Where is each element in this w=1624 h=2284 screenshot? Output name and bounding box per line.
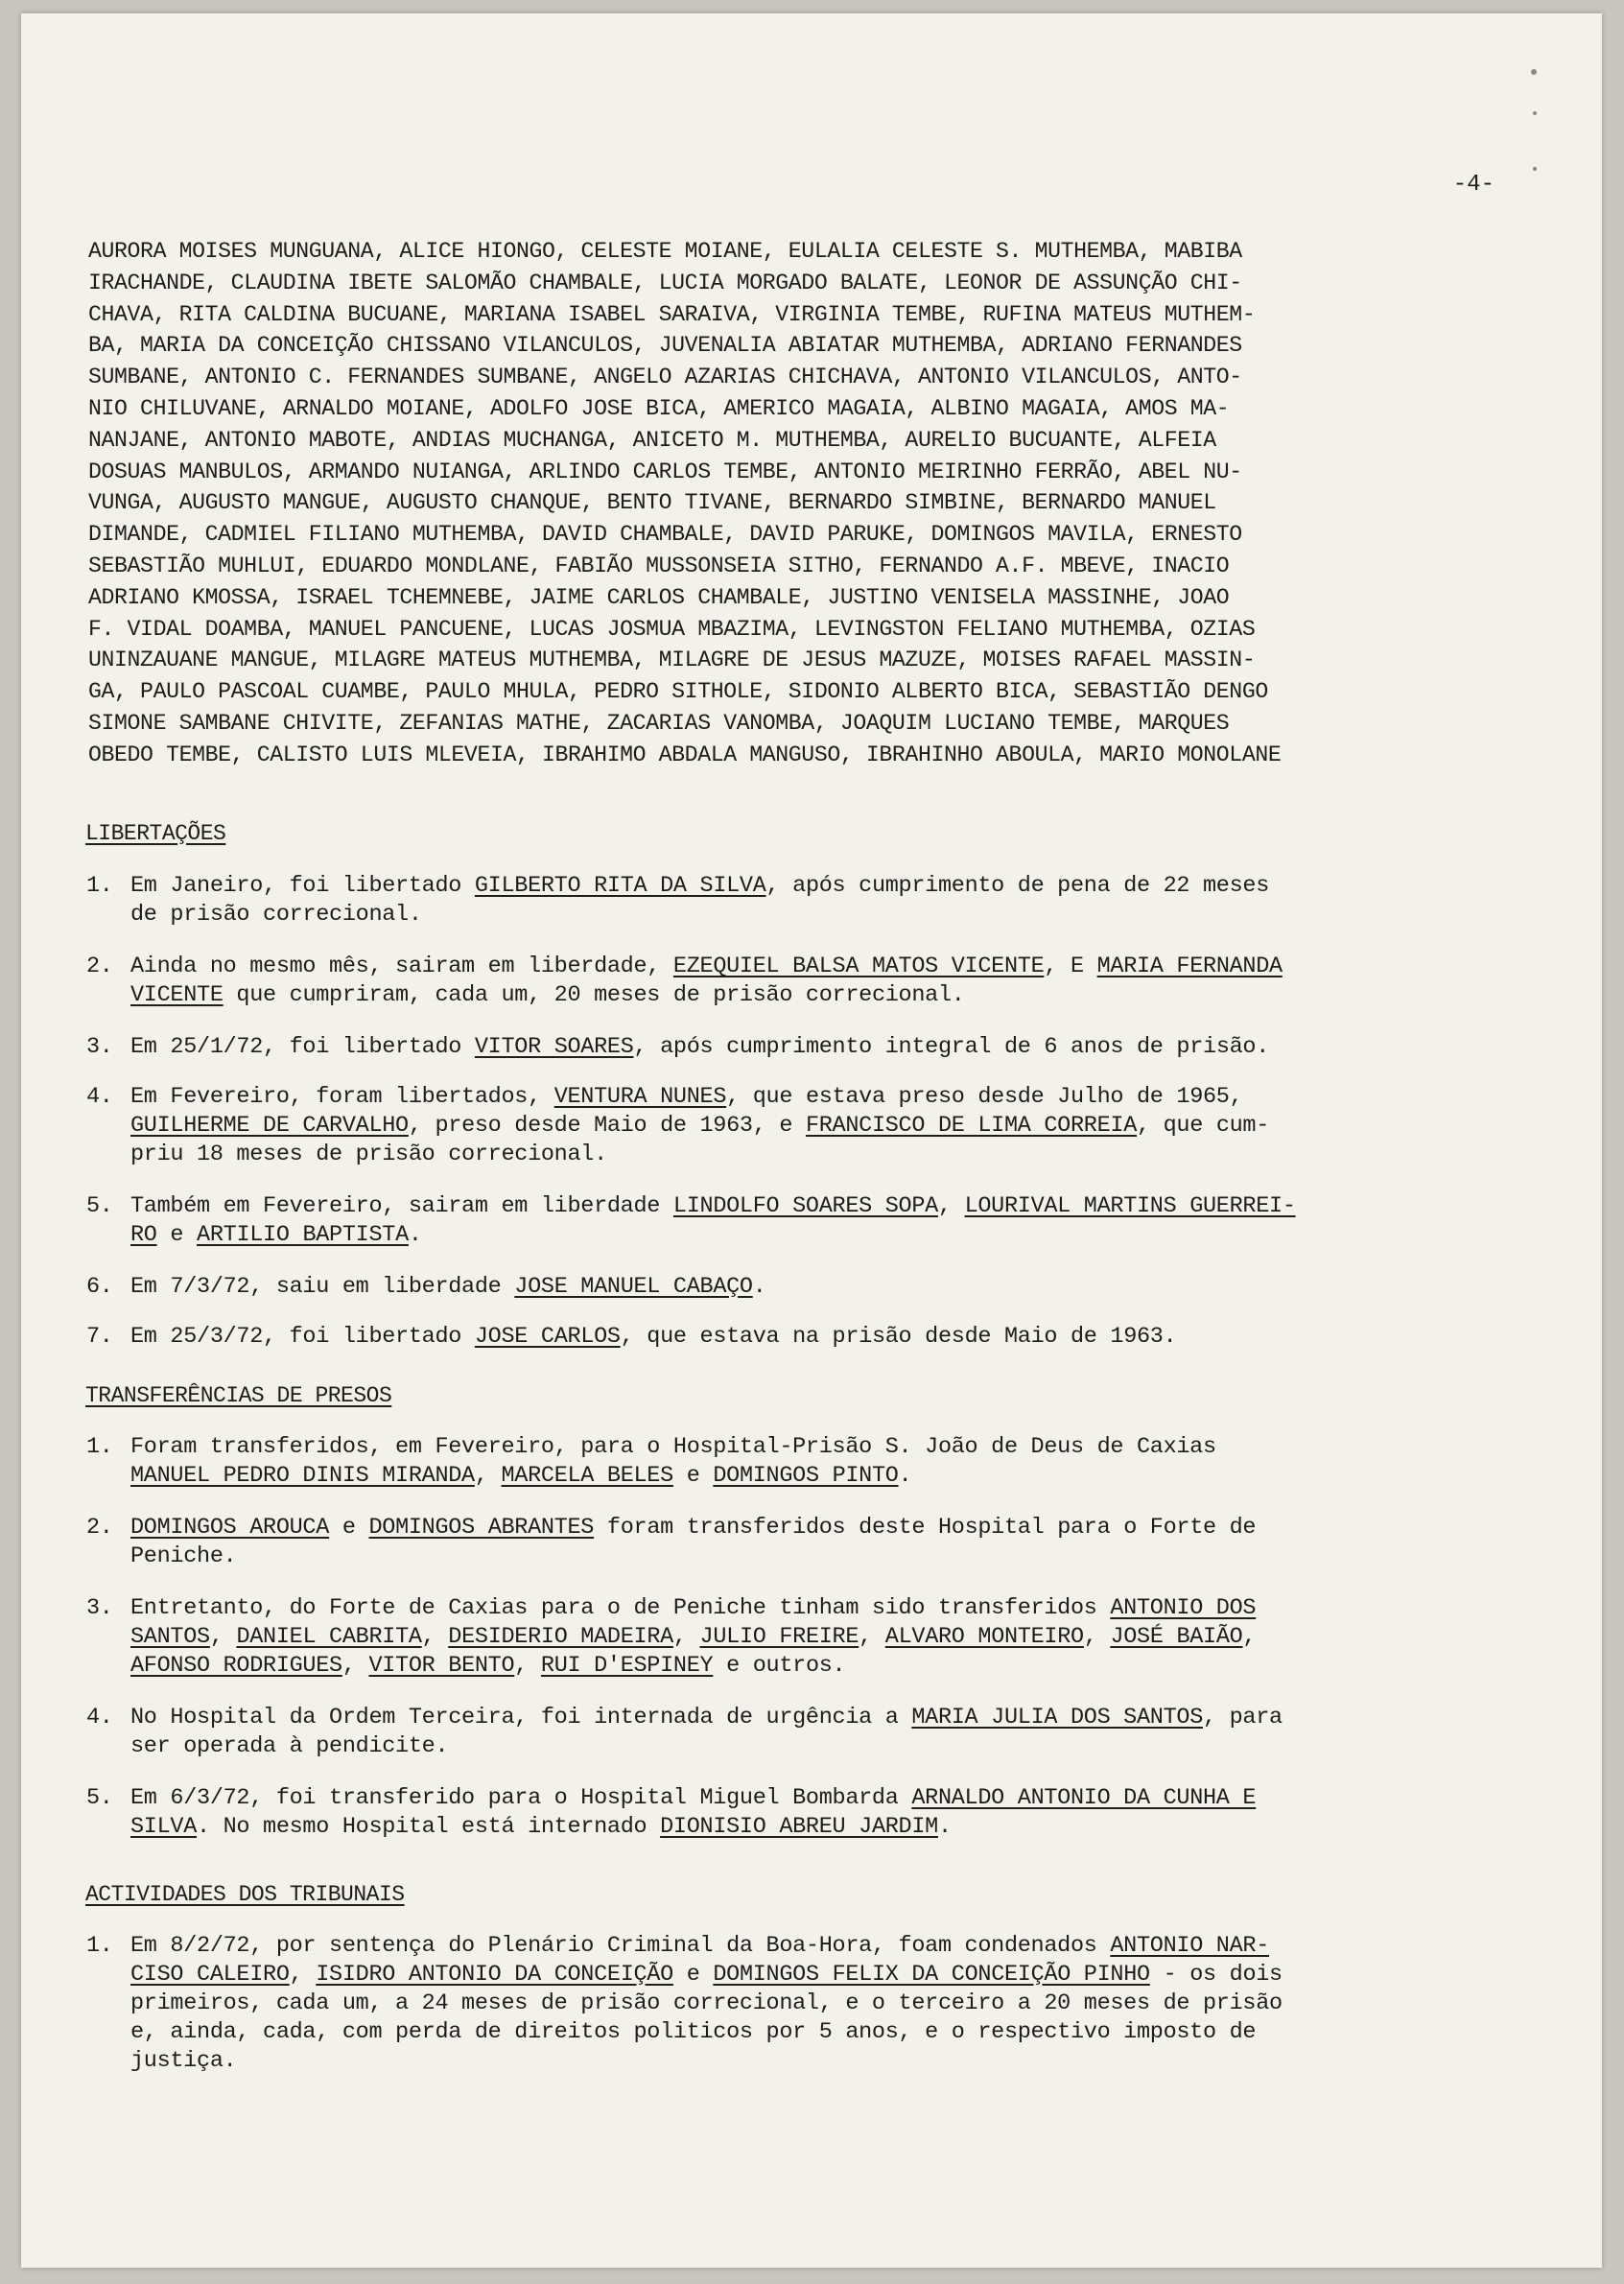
person-name: DOMINGOS AROUCA	[130, 1515, 330, 1541]
item-text: ,	[514, 1653, 541, 1679]
item-text: Entretanto, do Forte de Caxias para o de Peniche tinham sido transferidos	[130, 1595, 1111, 1621]
item-text: - os dois	[1149, 1962, 1283, 1988]
item-text: foram transferidos deste Hospital para o Forte de	[594, 1515, 1257, 1541]
item-text: e	[672, 1962, 714, 1988]
item-text: , E	[1044, 954, 1097, 979]
item-number: 4.	[86, 1705, 113, 1731]
names-line: CHAVA, RITA CALDINA BUCUANE, MARIANA ISABEL SARAIVA, VIRGINIA TEMBE, RUFINA MATEUS MUTHEM-	[88, 301, 1256, 327]
list-item	[86, 1784, 1583, 1842]
item-text: .	[408, 1222, 422, 1248]
item-text: ,	[209, 1624, 237, 1650]
punch-hole-mark	[1531, 69, 1537, 75]
item-text: , após cumprimento de pena de 22 meses	[765, 873, 1270, 899]
item-text: Em 6/3/72, foi transferido para o Hospital Miguel Bombarda	[130, 1785, 912, 1811]
names-line: SIMONE SAMBANE CHIVITE, ZEFANIAS MATHE, ZACARIAS VANOMBA, JOAQUIM LUCIANO TEMBE, MARQUES	[88, 710, 1230, 736]
item-text: ,	[341, 1653, 369, 1679]
person-name: MANUEL PEDRO DINIS MIRANDA	[130, 1463, 475, 1489]
person-name: DOMINGOS ABRANTES	[368, 1515, 595, 1541]
names-line: SUMBANE, ANTONIO C. FERNANDES SUMBANE, ANGELO AZARIAS CHICHAVA, ANTONIO VILANCULOS, ANTO-	[88, 365, 1242, 390]
person-name: LOURIVAL MARTINS GUERREI-	[964, 1193, 1296, 1219]
item-text: ser operada à pendicite.	[130, 1733, 449, 1759]
names-line: NANJANE, ANTONIO MABOTE, ANDIAS MUCHANGA, ANICETO M. MUTHEMBA, AURELIO BUCUANTE, ALFEIA	[88, 427, 1216, 453]
person-name: VENTURA NUNES	[553, 1084, 727, 1110]
item-number: 6.	[86, 1274, 113, 1300]
names-line: UNINZAUANE MANGUE, MILAGRE MATEUS MUTHEMBA, MILAGRE DE JESUS MAZUZE, MOISES RAFAEL MASSIN-	[88, 648, 1256, 673]
item-text: e outros.	[713, 1653, 846, 1679]
item-text: No Hospital da Ordem Terceira, foi internada de urgência a	[130, 1705, 912, 1731]
item-text: Também em Fevereiro, sairam em liberdade	[130, 1193, 673, 1219]
item-number: 2.	[86, 1515, 113, 1541]
person-name: DOMINGOS PINTO	[713, 1463, 899, 1489]
person-name: ISIDRO ANTONIO DA CONCEIÇÃO	[316, 1962, 673, 1988]
item-text: Foram transferidos, em Fevereiro, para o Hospital-Prisão S. João de Deus de Caxias	[130, 1434, 1216, 1460]
item-text: Em Janeiro, foi libertado	[130, 873, 475, 899]
person-name: JOSE CARLOS	[474, 1324, 621, 1350]
item-text: ,	[289, 1962, 317, 1988]
item-text: justiça.	[130, 2048, 237, 2074]
person-name: LINDOLFO SOARES SOPA	[672, 1193, 938, 1219]
list-item	[86, 1033, 1583, 1062]
person-name: MARIA JULIA DOS SANTOS	[911, 1705, 1203, 1731]
item-text: que cumpriram, cada um, 20 meses de prisão correcional.	[223, 982, 965, 1008]
item-number: 2.	[86, 954, 113, 979]
item-text: ,	[672, 1624, 700, 1650]
section-heading-libertacoes: LIBERTAÇÕES	[85, 821, 226, 846]
item-text: ,	[859, 1624, 885, 1650]
person-name: VITOR SOARES	[474, 1034, 634, 1060]
section-heading-tribunais: ACTIVIDADES DOS TRIBUNAIS	[85, 1882, 405, 1907]
item-text: Em 25/1/72, foi libertado	[130, 1034, 475, 1060]
person-name: RUI D'ESPINEY	[540, 1653, 714, 1679]
person-name: JULIO FREIRE	[699, 1624, 859, 1650]
person-name: MARCELA BELES	[501, 1463, 673, 1489]
person-name: GILBERTO RITA DA SILVA	[474, 873, 766, 899]
item-number: 3.	[86, 1034, 113, 1060]
list-item	[86, 953, 1583, 1010]
item-text: ,	[937, 1193, 965, 1219]
item-text: , após cumprimento integral de 6 anos de prisão.	[633, 1034, 1270, 1060]
section-heading-transferencias: TRANSFERÊNCIAS DE PRESOS	[85, 1383, 392, 1408]
person-name: ARTILIO BAPTISTA	[197, 1222, 409, 1248]
item-number: 7.	[86, 1324, 113, 1350]
person-name: FRANCISCO DE LIMA CORREIA	[805, 1113, 1137, 1139]
item-text: Em Fevereiro, foram libertados,	[130, 1084, 554, 1110]
names-line: SEBASTIÃO MUHLUI, EDUARDO MONDLANE, FABIÃO MUSSONSEIA SITHO, FERNANDO A.F. MBEVE, INACIO	[88, 553, 1230, 578]
names-line: NIO CHILUVANE, ARNALDO MOIANE, ADOLFO JOSE BICA, AMERICO MAGAIA, ALBINO MAGAIA, AMOS MA-	[88, 395, 1230, 421]
person-name: ARNALDO ANTONIO DA CUNHA E	[911, 1785, 1257, 1811]
person-name: ANTONIO NAR-	[1110, 1933, 1270, 1959]
person-name: DANIEL CABRITA	[236, 1624, 422, 1650]
person-name: DIONISIO ABREU JARDIM	[660, 1814, 938, 1840]
item-text: primeiros, cada um, a 24 meses de prisão correcional, e o terceiro a 20 meses de prisão	[130, 1990, 1283, 2016]
punch-hole-mark	[1533, 167, 1537, 171]
list-item	[86, 1273, 1583, 1302]
list-item	[86, 1323, 1583, 1352]
person-name: DOMINGOS FELIX DA CONCEIÇÃO PINHO	[713, 1962, 1150, 1988]
person-name: JOSE MANUEL CABAÇO	[514, 1274, 753, 1300]
item-text: ,	[1083, 1624, 1111, 1650]
item-number: 3.	[86, 1595, 113, 1621]
item-text: e, ainda, cada, com perda de direitos politicos por 5 anos, e o respectivo imposto de	[130, 2019, 1257, 2045]
item-text: Em 7/3/72, saiu em liberdade	[130, 1274, 515, 1300]
document-page	[21, 13, 1602, 2268]
item-number: 5.	[86, 1785, 113, 1811]
person-name: CISO CALEIRO	[130, 1962, 290, 1988]
person-name: JOSÉ BAIÃO	[1110, 1624, 1243, 1650]
person-name: VITOR BENTO	[368, 1653, 515, 1679]
person-name: ANTONIO DOS	[1110, 1595, 1257, 1621]
item-text: ,	[421, 1624, 449, 1650]
item-text: Em 8/2/72, por sentença do Plenário Criminal da Boa-Hora, foam condenados	[130, 1933, 1111, 1959]
list-item	[86, 1594, 1583, 1681]
item-text: , preso desde Maio de 1963, e	[408, 1113, 806, 1139]
names-line: F. VIDAL DOAMBA, MANUEL PANCUENE, LUCAS JOSMUA MBAZIMA, LEVINGSTON FELIANO MUTHEMBA, OZIAS	[88, 616, 1256, 642]
item-number: 5.	[86, 1193, 113, 1219]
item-text: Peniche.	[130, 1543, 237, 1569]
person-name: DESIDERIO MADEIRA	[448, 1624, 673, 1650]
item-text: .	[898, 1463, 912, 1489]
person-name: VICENTE	[130, 982, 224, 1008]
names-line: GA, PAULO PASCOAL CUAMBE, PAULO MHULA, PEDRO SITHOLE, SIDONIO ALBERTO BICA, SEBASTIÃO DENGO	[88, 679, 1268, 705]
person-name: MARIA FERNANDA	[1096, 954, 1283, 979]
names-line: AURORA MOISES MUNGUANA, ALICE HIONGO, CELESTE MOIANE, EULALIA CELESTE S. MUTHEMBA, MABIBA	[88, 239, 1242, 264]
item-text: . No mesmo Hospital está internado	[197, 1814, 661, 1840]
page-number: -4-	[1452, 172, 1495, 198]
item-text: priu 18 meses de prisão correcional.	[130, 1142, 607, 1167]
item-number: 1.	[86, 1933, 113, 1959]
list-item	[86, 1433, 1583, 1491]
person-name: AFONSO RODRIGUES	[130, 1653, 342, 1679]
names-line: DOSUAS MANBULOS, ARMANDO NUIANGA, ARLINDO CARLOS TEMBE, ANTONIO MEIRINHO FERRÃO, ABEL NU-	[88, 459, 1242, 484]
names-line: BA, MARIA DA CONCEIÇÃO CHISSANO VILANCULOS, JUVENALIA ABIATAR MUTHEMBA, ADRIANO FERNANDES	[88, 333, 1242, 359]
item-text: Ainda no mesmo mês, sairam em liberdade,	[130, 954, 673, 979]
list-item	[86, 1704, 1583, 1761]
item-text: ,	[474, 1463, 502, 1489]
list-item	[86, 872, 1583, 930]
item-text: , que cum-	[1137, 1113, 1270, 1139]
item-text: de prisão correcional.	[130, 902, 422, 928]
item-text: e	[329, 1515, 369, 1541]
person-name: ALVARO MONTEIRO	[884, 1624, 1084, 1650]
names-line: ADRIANO KMOSSA, ISRAEL TCHEMNEBE, JAIME CARLOS CHAMBALE, JUSTINO VENISELA MASSINHE, JOAO	[88, 584, 1230, 610]
names-line: VUNGA, AUGUSTO MANGUE, AUGUSTO CHANQUE, BENTO TIVANE, BERNARDO SIMBINE, BERNARDO MANUEL	[88, 490, 1216, 516]
item-text: ,	[1242, 1624, 1257, 1650]
list-item	[86, 1083, 1583, 1169]
item-text: .	[937, 1814, 952, 1840]
person-name: SANTOS	[130, 1624, 210, 1650]
item-text: e	[672, 1463, 714, 1489]
list-item	[86, 1932, 1583, 2076]
names-line: OBEDO TEMBE, CALISTO LUIS MLEVEIA, IBRAHIMO ABDALA MANGUSO, IBRAHINHO ABOULA, MARIO MONOLANE	[88, 742, 1282, 767]
item-text: , para	[1203, 1705, 1283, 1731]
item-text: , que estava preso desde Julho de 1965,	[726, 1084, 1243, 1110]
person-name: GUILHERME DE CARVALHO	[130, 1113, 409, 1139]
person-name: SILVA	[130, 1814, 198, 1840]
person-name: EZEQUIEL BALSA MATOS VICENTE	[672, 954, 1045, 979]
item-text: Em 25/3/72, foi libertado	[130, 1324, 475, 1350]
item-text: .	[752, 1274, 766, 1300]
names-line: DIMANDE, CADMIEL FILIANO MUTHEMBA, DAVID CHAMBALE, DAVID PARUKE, DOMINGOS MAVILA, ERNESTO	[88, 522, 1242, 548]
list-item	[86, 1514, 1583, 1571]
item-number: 1.	[86, 873, 113, 899]
item-number: 4.	[86, 1084, 113, 1110]
punch-hole-mark	[1533, 111, 1537, 115]
item-number: 1.	[86, 1434, 113, 1460]
names-line: IRACHANDE, CLAUDINA IBETE SALOMÃO CHAMBALE, LUCIA MORGADO BALATE, LEONOR DE ASSUNÇÃO CHI-	[88, 270, 1242, 295]
list-item	[86, 1192, 1583, 1250]
names-block	[88, 236, 1592, 771]
person-name: RO	[130, 1222, 157, 1248]
item-text: e	[156, 1222, 198, 1248]
item-text: , que estava na prisão desde Maio de 1963.	[620, 1324, 1177, 1350]
